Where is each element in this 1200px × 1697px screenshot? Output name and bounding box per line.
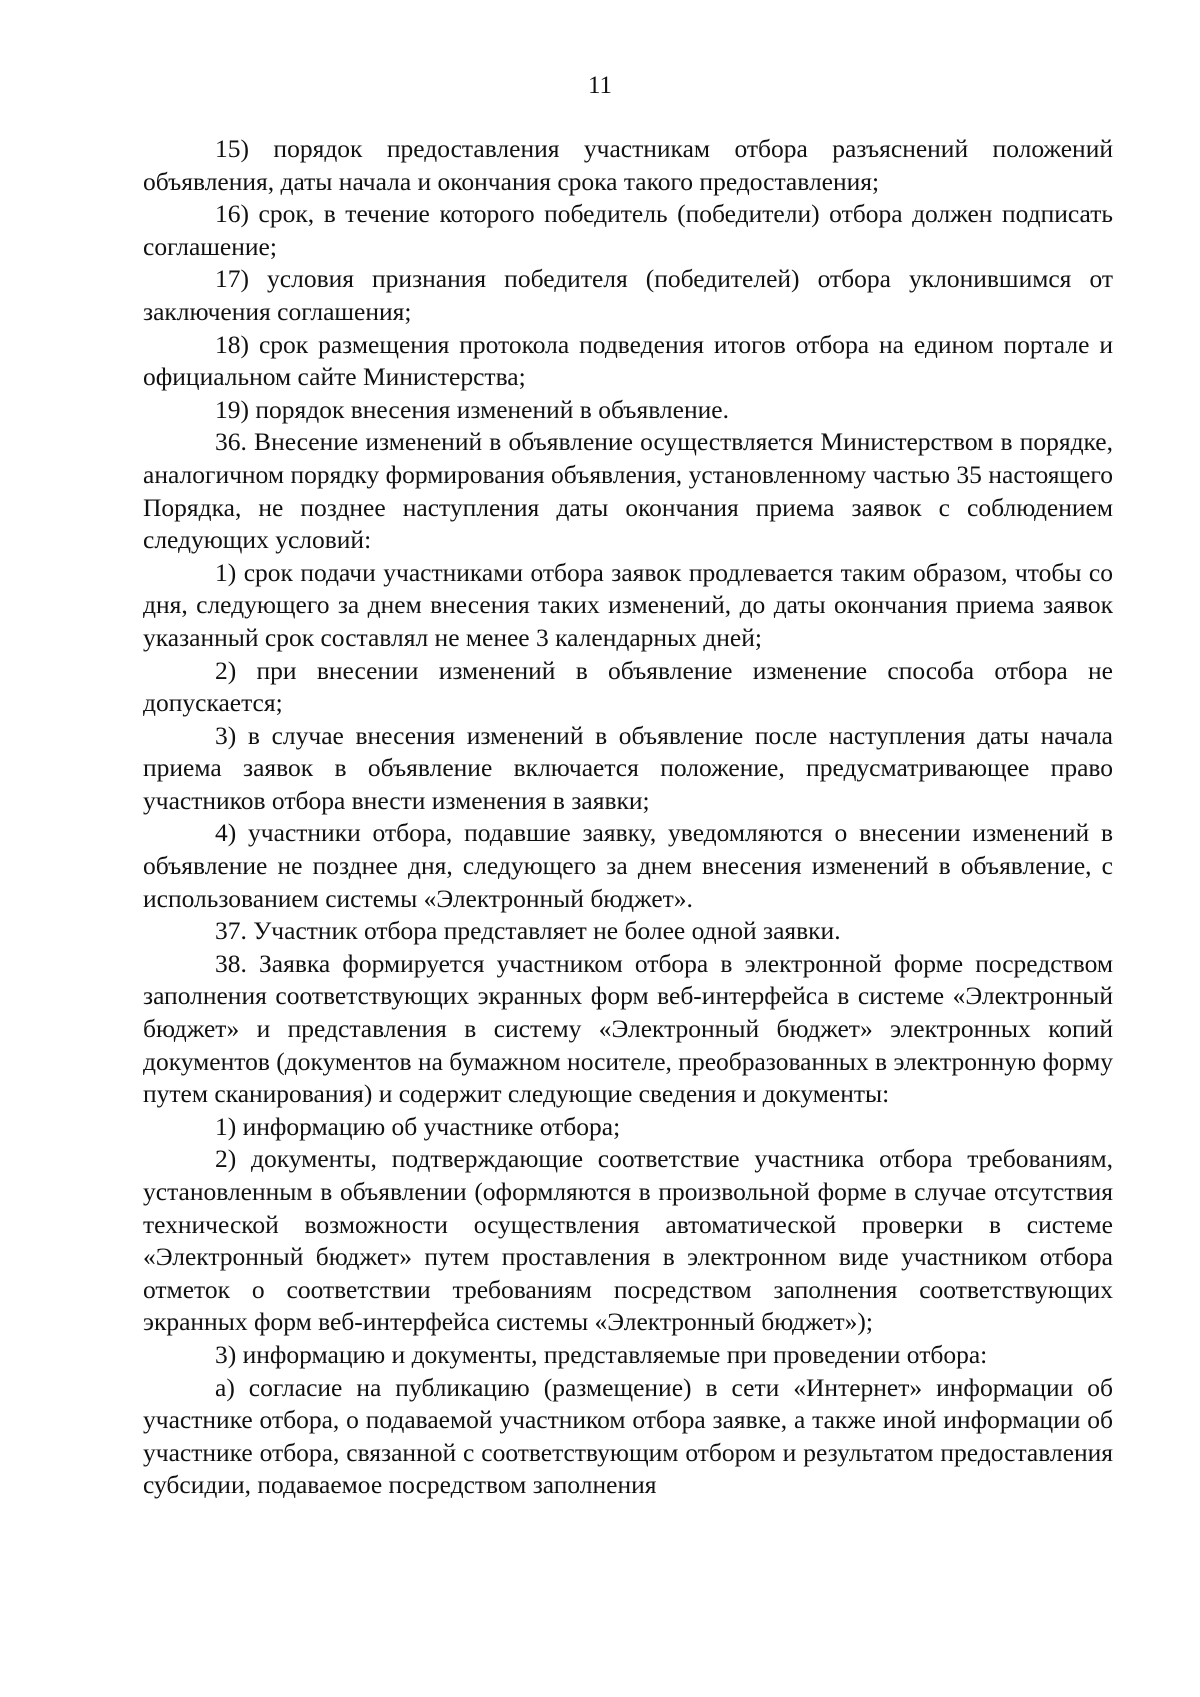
paragraph-section-38: 38. Заявка формируется участником отбора в электронной форме посредством заполнения соответствующих экранных форм веб-интерфейса в системе «Электронный бюджет» и представления в систему «Электронный бюджет» электронных копий документов (документов на бумажном носителе, преобразованных в электронную форму путем сканирования) и содержит следующие сведения и документы: <box>143 948 1113 1109</box>
document-body <box>143 133 1113 1502</box>
paragraph-38-item-1: 1) информацию об участнике отбора; <box>215 1111 621 1141</box>
paragraph-section-36: 36. Внесение изменений в объявление осуществляется Министерством в порядке, аналогичном порядку формирования объявления, установленному частью 35 настоящего Порядка, не позднее наступления даты окончания приема заявок с соблюдением следующих условий: <box>143 427 1113 555</box>
paragraph-item-17: 17) условия признания победителя (победителей) отбора уклонившимся от заключения соглашения; <box>143 264 1113 326</box>
paragraph-36-item-3: 3) в случае внесения изменений в объявление после наступления даты начала приема заявок в объявление включается положение, предусматривающее право участников отбора внести изменения в заявки; <box>143 720 1113 815</box>
paragraph-38-item-3: 3) информацию и документы, представляемые при проведении отбора: <box>215 1339 988 1369</box>
paragraph-item-19: 19) порядок внесения изменений в объявление. <box>215 394 729 424</box>
paragraph-36-item-2: 2) при внесении изменений в объявление изменение способа отбора не допускается; <box>143 655 1113 718</box>
paragraph-item-16: 16) срок, в течение которого победитель (победители) отбора должен подписать соглашение; <box>143 199 1113 261</box>
paragraph-section-37: 37. Участник отбора представляет не более одной заявки. <box>215 916 841 946</box>
paragraph-38-item-3a: а) согласие на публикацию (размещение) в сети «Интернет» информации об участнике отбора, о подаваемой участником отбора заявке, а также иной информации об участнике отбора, связанной с соответствующим отбором и результатом предоставления субсидии, подаваемое посредством заполнения <box>143 1372 1113 1500</box>
paragraph-36-item-4: 4) участники отбора, подавшие заявку, уведомляются о внесении изменений в объявление не позднее дня, следующего за днем внесения изменений в объявление, с использованием системы «Электронный бюджет». <box>143 818 1113 913</box>
paragraph-item-18: 18) срок размещения протокола подведения итогов отбора на едином портале и официальном сайте Министерства; <box>143 329 1113 392</box>
paragraph-36-item-1: 1) срок подачи участниками отбора заявок продлевается таким образом, чтобы со дня, следующего за днем внесения таких изменений, до даты окончания приема заявок указанный срок составлял не менее 3 календарных дней; <box>143 557 1113 652</box>
page-number: 11 <box>587 72 613 99</box>
paragraph-item-15: 15) порядок предоставления участникам отбора разъяснений положений объявления, даты начала и окончания срока такого предоставления; <box>143 134 1113 196</box>
paragraph-38-item-2: 2) документы, подтверждающие соответствие участника отбора требованиям, установленным в объявлении (оформляются в произвольной форме в случае отсутствия технической возможности осуществления автоматической проверки в системе «Электронный бюджет» путем проставления в электронном виде участником отбора отметок о соответствии требованиям посредством заполнения соответствующих экранных форм веб-интерфейса системы «Электронный бюджет»); <box>143 1144 1113 1337</box>
